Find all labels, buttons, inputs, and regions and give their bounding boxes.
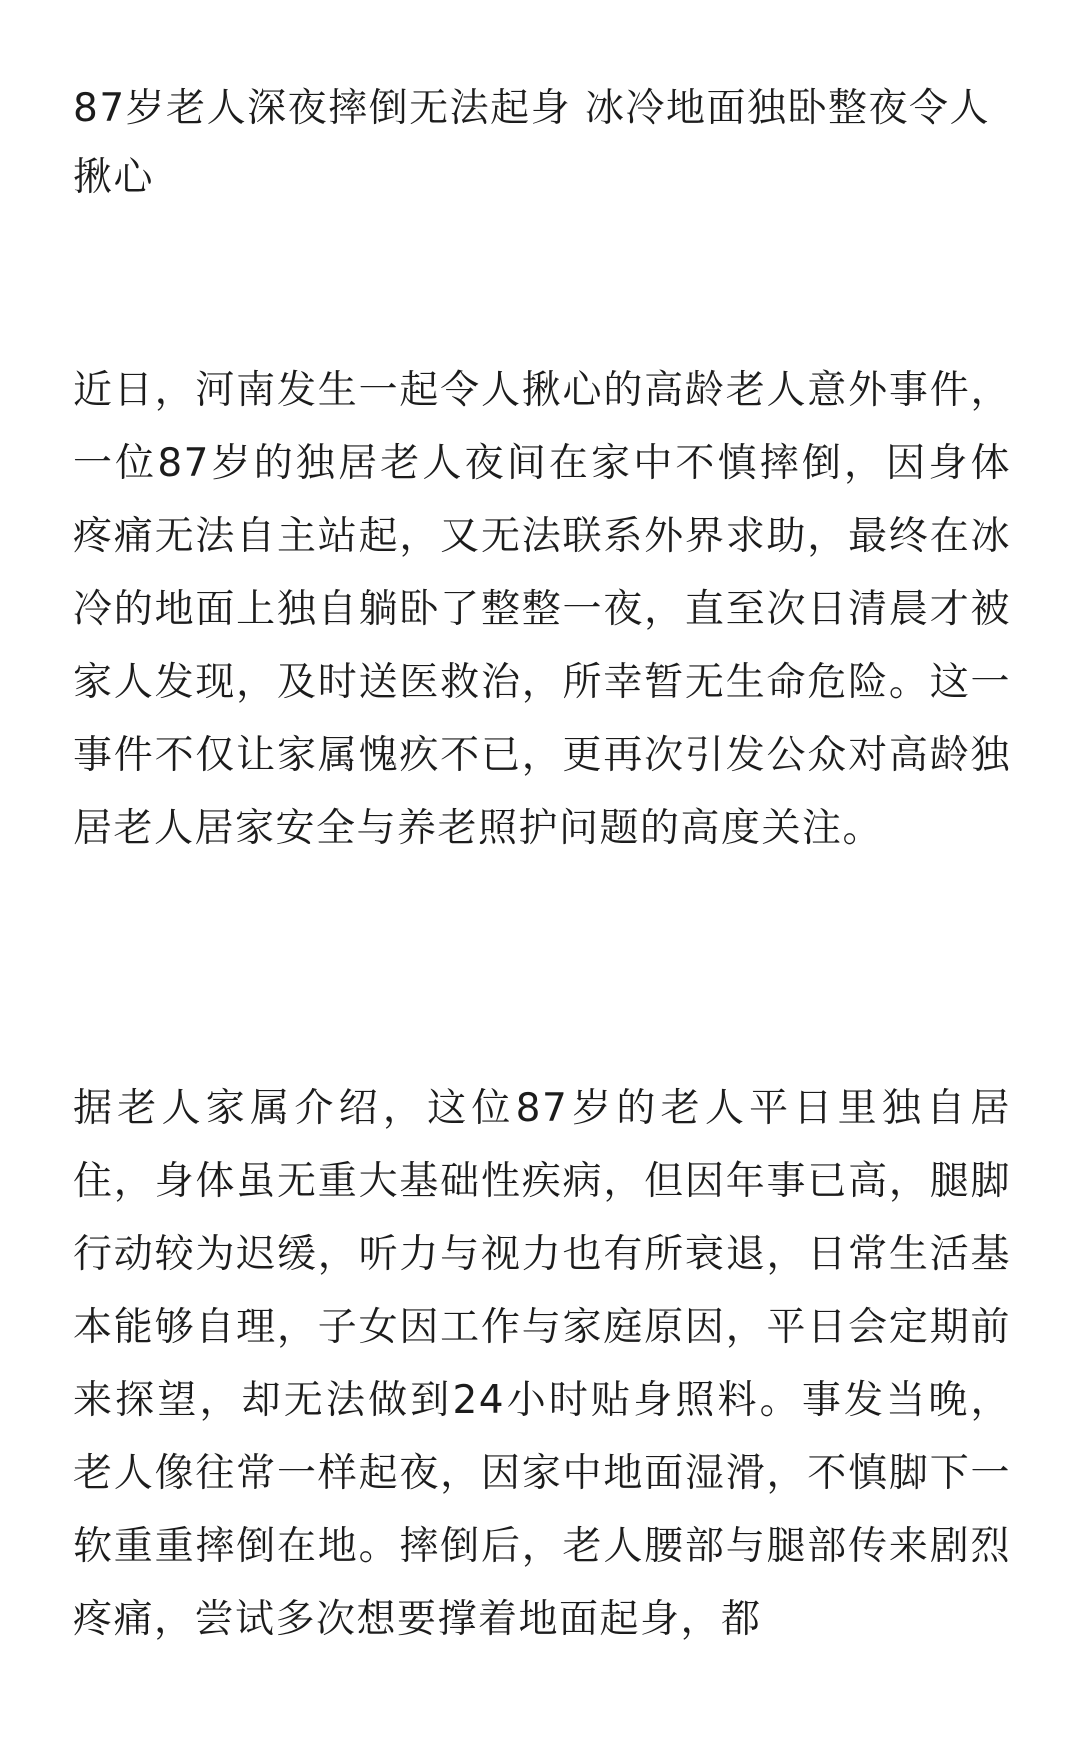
article-paragraph-1: 近日，河南发生一起令人揪心的高龄老人意外事件，一位87岁的独居老人夜间在家中不慎摔倒，因身体疼痛无法自主站起，又无法联系外界求助，最终在冰冷的地面上独自躺卧了整整一夜，直至次日清晨才被家人发现，及时送医救治，所幸暂无生命危险。这一事件不仅让家属愧疚不已，更再次引发公众对高龄独居老人居家安全与养老照护问题的高度关注。 bbox=[73, 368, 1011, 851]
article-paragraph-2: 据老人家属介绍，这位87岁的老人平日里独自居住，身体虽无重大基础性疾病，但因年事已高，腿脚行动较为迟缓，听力与视力也有所衰退，日常生活基本能够自理，子女因工作与家庭原因，平日会定期前来探望，却无法做到24小时贴身照料。事发当晚，老人像往常一样起夜，因家中地面湿滑，不慎脚下一软重重摔倒在地。摔倒后，老人腰部与腿部传来剧烈疼痛，尝试多次想要撑着地面起身，都 bbox=[73, 1086, 1011, 1642]
article-title: 87岁老人深夜摔倒无法起身 冰冷地面独卧整夜令人揪心 bbox=[73, 86, 991, 200]
